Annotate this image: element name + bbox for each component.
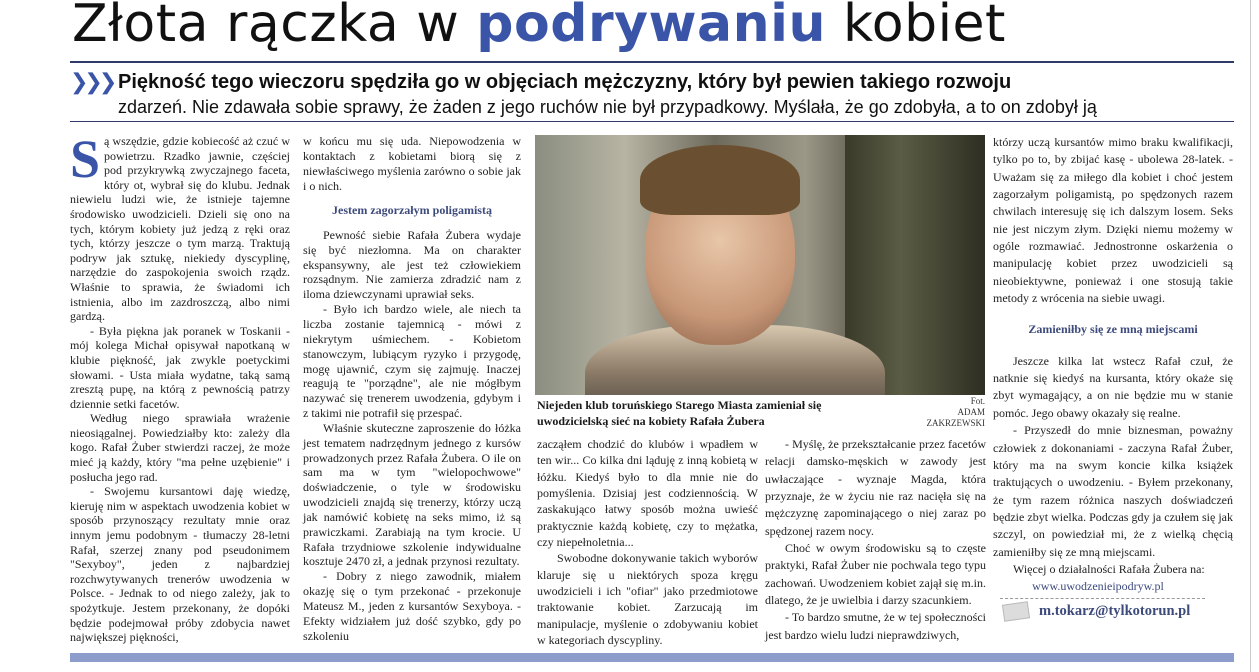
paragraph: zacząłem chodzić do klubów i wpadłem w ten wir... Co kilka dni ląduję z inną kobietą w łóżku. Kiedyś było to dla mnie nie do pomyślenia. Dzisiaj jest codziennością. W zaskakująco łatwy sposób można uwieść praktycznie każdą kobietę, czy to mężatka, czy niepełnoletnia... bbox=[537, 437, 758, 550]
dashed-divider bbox=[1000, 598, 1205, 599]
envelope-icon bbox=[1002, 601, 1030, 621]
paragraph: - Dobry z niego zawodnik, miałem okazję się o tym przekonać - przekonuje Mateusz M., jeden z kursantów Sexyboya. - Efekty widziałem już dość szybko, gdy po szkoleniu bbox=[303, 569, 521, 643]
column-5 bbox=[993, 134, 1233, 620]
paragraph: - Swojemu kursantowi daję wiedzę, kieruję nim w aspektach uwodzenia kobiet w sposób przynoszący rezultaty mnie oraz innym jemu podobnym - tłumaczy 28-letni Rafał, szerzej znany pod pseudonimem "Sexyboy", jeden z najbardziej rozchwytywanych trenerów uwodzenia w Polsce. - Jednak to od niego zależy, jak to spożytkuje. Jestem przekonany, że dopóki będzie podejmował próby zdobycia nawet największej piękności, bbox=[70, 484, 290, 645]
hair bbox=[640, 145, 800, 215]
paragraph: Według niego sprawiała wrażenie nieosiągalnej. Powiedziałby kto: zależy dla kogo. Rafał Żuber stwierdzi raczej, że może mieć ją każdy, który "ma pełne uzębienie" i posłucha jego rad. bbox=[70, 411, 290, 484]
page-edge bbox=[1250, 0, 1251, 672]
paragraph: - Było ich bardzo wiele, ale niech ta liczba zostanie tajemnicą - mówi z niekrytym uśmiechem. - Kobietom stanowczym, lubiącym ryzyko i przygodę, mogę ujawnić, czym się zajmuję. Inaczej reagują te "porządne", ale nie mógłbym nazywać się trenerem uwodzenia, gdybym i z takimi nie potrafił się przespać. bbox=[303, 302, 521, 421]
photo-credit bbox=[880, 396, 985, 429]
paragraph bbox=[70, 129, 290, 324]
paragraph: w końcu mu się uda. Niepowodzenia w kontaktach z kobietami biorą się z niewłaściwego myślenia zarówno o sobie jak i o nich. bbox=[303, 134, 521, 193]
column-4 bbox=[765, 436, 986, 644]
subheading: Zamieniłby się ze mną miejscami bbox=[1028, 322, 1198, 337]
column-2 bbox=[303, 134, 521, 644]
lede-line-2: zdarzeń. Nie zdawała sobie sprawy, że żaden z jego ruchów nie był przypadkowy. Myślała, że go zdobyła, a to on zdobył ją bbox=[118, 97, 1097, 117]
paragraph: - Myślę, że przekształcanie przez facetów relacji damsko-męskich w zawody jest uwłaczające - wyznaje Magda, która przyznaje, że w życiu nie raz nacięła się na mężczyznę zapominającego o niej zaraz po spędzonej razem nocy. bbox=[765, 437, 986, 538]
credit-label: Fot. bbox=[970, 396, 985, 406]
website-link[interactable]: www.uwodzenieipodryw.pl bbox=[1032, 579, 1164, 594]
headline bbox=[72, 0, 1006, 54]
paragraph: Pewność siebie Rafała Żubera wydaje się być niezłomna. Ma on charakter ekspansywny, ale jest też człowiekiem rozsądnym. Nie zamierza zdradzić nam z iloma dziewczynami uprawiał seks. bbox=[303, 227, 521, 302]
paragraph: Swobodne dokonywanie takich wyborów klaruje się u niektórych spoza kręgu uwodzicieli i ich "ofiar" jako przedmiotowe traktowanie kobiet. Zarzucają im manipulacje, myślenie o zdobywaniu kobiet w kategoriach dyscypliny. bbox=[537, 551, 758, 648]
footer-band bbox=[70, 653, 1234, 662]
paragraph: - To bardzo smutne, że w tej społeczności jest bardzo wielu ludzi nieprawdziwych, bbox=[765, 610, 986, 642]
paragraph: którzy uczą kursantów mimo braku kwalifikacji, tylko po to, by zbijać kasę - ubolewa 28-latek. - Uważam się za miłego dla kobiet i choć jestem zagorzałym poligamistą, po spędzonych razem chwilach interesuję się ich dalszym losem. Seks nie jest niczym złym. Dzięki niemu możemy w ogóle rozmawiać. Jednostronne oskarżenia o manipulację kobiet przez uwodzicieli są nieobiektywne, ponieważ i one stosują takie metody z wrócenia na siebie uwagi. bbox=[993, 135, 1233, 306]
column-1 bbox=[70, 129, 290, 645]
author-email bbox=[993, 603, 1233, 620]
lede-rule bbox=[70, 121, 1234, 122]
paragraph: Choć w owym środowisku są to częste praktyki, Rafał Żuber nie pochwala tego typu zachowań. Uwodzeniem kobiet zajął się m.in. dlatego, że je uwielbia i darzy szacunkiem. bbox=[765, 541, 986, 608]
headline-part1: Złota rączka w bbox=[72, 0, 477, 54]
drop-cap: S bbox=[70, 129, 101, 189]
chevrons-icon: ❯❯❯ bbox=[70, 70, 114, 95]
column-3 bbox=[537, 436, 758, 648]
headline-rule bbox=[70, 61, 1234, 63]
paragraph: Właśnie skuteczne zaproszenie do łóżka jest tematem nadrzędnym jednego z kursów prowadzonych przez Rafała Żubera. O ile on sam ma w tym "wielopochwowe" doświadczenie, o tyle w środowisku uwodzicieli znajdą się trenerzy, którzy uczą jak namówić kobietę na seks mimo, iż są prawiczkami. Zarabiają na tym krocie. U Rafała trzydniowe szkolenie indywidualne kosztuje 2470 zł, a jednak przynosi rezultaty. bbox=[303, 420, 521, 569]
paragraph: - Była piękna jak poranek w Toskanii - mój kolega Michał opisywał napotkaną w klubie piękność, jak zwykle poetyckimi słowami. - Usta miała wydatne, taką samą zresztą pupę, na którą z pewnością patrzy dziennie setki facetów. bbox=[70, 323, 290, 411]
author-email-link[interactable]: m.tokarz@tylkotorun.pl bbox=[1039, 602, 1191, 619]
more-info-text: Więcej o działalności Rafała Żubera na: bbox=[1013, 561, 1205, 576]
subheading: Jestem zagorzałym poligamistą bbox=[332, 203, 492, 218]
photo-caption: Niejeden klub toruńskiego Starego Miasta zamieniał się uwodzicielską sieć na kobiety Rafała Żubera bbox=[537, 398, 822, 428]
paragraph-text: ą wszędzie, gdzie kobiecość aż czuć w powietrzu. Rzadko jawnie, częściej pod przykrywką zwyczajnego faceta, który ot, wybrał się do klubu. Jednak niewielu ludzi wie, że istnieje tajemne środowisko uwodzicieli. Dzieli się ono na tych, którym kobiety już jedzą z ręki oraz tych, którzy jeszcze o tym marzą. Traktują podryw jak sztukę, niekiedy dyscyplinę, narzędzie do zaspokojenia swoich rządz. Właśnie to sprawia, że świadomi ich istnienia, albo im zazdroszczą, albo nimi gardzą. bbox=[70, 134, 290, 324]
article-photo bbox=[535, 135, 985, 395]
paragraph: Jeszcze kilka lat wstecz Rafał czuł, że natknie się kiedyś na kursanta, który okaże się zbyt wymagający, a on nie będzie mu w stanie pomóc. Jego obawy okazały się realne. bbox=[993, 353, 1233, 420]
headline-highlight: podrywaniu bbox=[476, 0, 826, 54]
lede-line-1: Piękność tego wieczoru spędziła go w objęciach mężczyzny, który był pewien takiego rozwoju bbox=[118, 71, 1012, 93]
paragraph: - Przyszedł do mnie biznesman, poważny człowiek z dokonaniami - zaczyna Rafał Żuber, który ma na swym koncie kilka książek traktujących o uwodzeniu. - Byłem przekonany, że tym razem różnica naszych doświadczeń będzie zbyt wielka. Podczas gdy ja czułem się jak szczyl, on powiedział mi, że z wielką chęcią zamieniłby się ze mną miejscami. bbox=[993, 423, 1233, 559]
headline-part2: kobiet bbox=[825, 0, 1006, 54]
credit-name: ADAM ZAKRZEWSKI bbox=[926, 407, 985, 428]
